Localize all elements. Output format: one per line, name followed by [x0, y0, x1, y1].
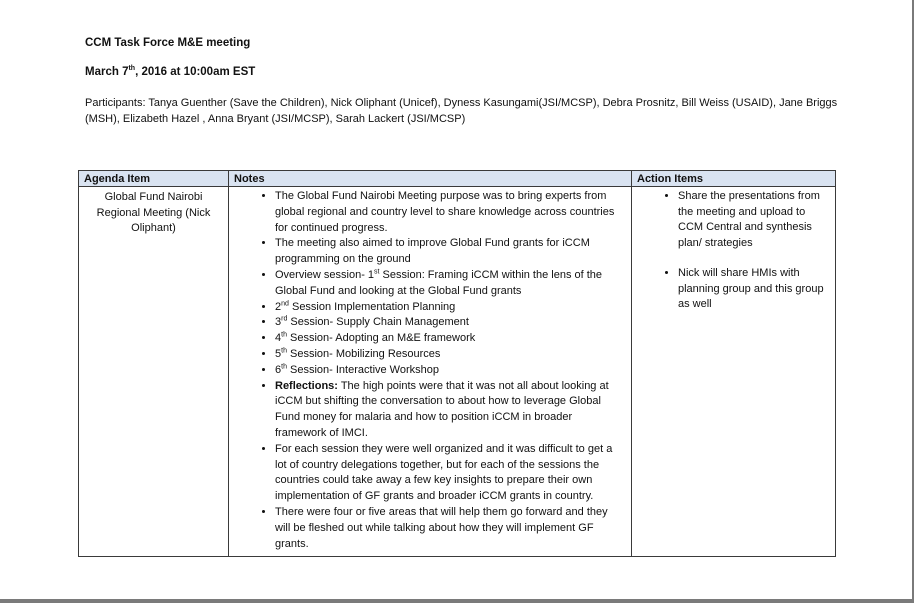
note-text: Overview session- 1	[275, 268, 375, 281]
note-item: • The meeting also aimed to improve Global Fund grants for iCCM programming on the ground	[275, 236, 623, 268]
meeting-title: CCM Task Force M&E meeting	[85, 37, 251, 49]
action-items-cell	[632, 187, 836, 557]
date-superscript: th	[128, 65, 136, 73]
note-item: • For each session they were well organized and it was difficult to get a lot of country delegations together, but for each of the sessions the countries could take away a few key insights to prepare their own implementation of GF grants and broader iCCM grants in country.	[275, 442, 623, 505]
note-text: Session- Interactive Workshop	[286, 363, 439, 376]
note-text: 5	[275, 347, 282, 360]
table-row	[79, 187, 836, 557]
date-prefix: March 7	[85, 66, 129, 78]
note-text: 3	[275, 316, 282, 329]
note-text: 2	[275, 300, 282, 313]
note-superscript: nd	[281, 299, 289, 307]
action-item: • Share the presentations from the meeting and upload to CCM Central and synthesis plan/ strategies	[678, 189, 827, 251]
meeting-date	[85, 65, 255, 79]
note-text: Session- Mobilizing Resources	[286, 347, 441, 360]
date-suffix: , 2016 at 10:00am EST	[135, 66, 256, 78]
agenda-item-text: Global Fund Nairobi Regional Meeting (Nick Oliphant)	[96, 191, 211, 234]
note-item	[275, 379, 623, 442]
note-text: The high points were that it was not all about looking at iCCM but shifting the conversation to about how to leverage Global Fund money for malaria and how to position iCCM in broader framework of IMCI.	[275, 379, 609, 439]
note-item	[275, 268, 623, 300]
note-text: Session: Framing iCCM within the lens of the Global Fund and looking at the Global Fund grants	[275, 268, 603, 297]
note-item	[275, 363, 623, 379]
note-item	[275, 300, 623, 316]
notes-cell	[229, 187, 632, 557]
note-superscript: th	[281, 347, 287, 355]
header-notes: Notes	[229, 171, 632, 187]
note-text: 4	[275, 332, 282, 345]
action-item: • Nick will share HMIs with planning group and this group as well	[678, 266, 827, 313]
note-superscript: th	[281, 331, 287, 339]
header-action-items: Action Items	[632, 171, 836, 187]
note-superscript: th	[281, 363, 287, 371]
agenda-item-cell	[79, 187, 229, 557]
header-agenda-item: Agenda Item	[79, 171, 229, 187]
notes-list	[229, 187, 631, 556]
note-item	[275, 347, 623, 363]
note-bold-label: Reflections:	[275, 379, 338, 392]
note-item: • The Global Fund Nairobi Meeting purpose was to bring experts from global regional and country level to share knowledge across countries for continued progress.	[275, 189, 623, 236]
note-text: Session Implementation Planning	[288, 300, 456, 313]
note-text: Session- Supply Chain Management	[287, 316, 469, 329]
action-items-list	[632, 187, 835, 313]
note-superscript: st	[374, 268, 380, 276]
note-superscript: rd	[281, 315, 288, 323]
note-item	[275, 315, 623, 331]
agenda-table	[78, 170, 836, 557]
note-text: Session- Adopting an M&E framework	[286, 332, 476, 345]
note-item: • There were four or five areas that will help them go forward and they will be fleshed out while talking about how they will implement GF grants.	[275, 505, 623, 552]
note-item	[275, 331, 623, 347]
table-header-row	[79, 171, 836, 187]
note-text: 6	[275, 363, 282, 376]
participants-list: Participants: Tanya Guenther (Save the Children), Nick Oliphant (Unicef), Dyness Kasungami(JSI/MCSP), Debra Prosnitz, Bill Weiss (USAID), Jane Briggs (MSH), Elizabeth Hazel , Anna Bryant (JSI/MCSP), Sarah Lackert (JSI/MCSP)	[85, 97, 838, 125]
